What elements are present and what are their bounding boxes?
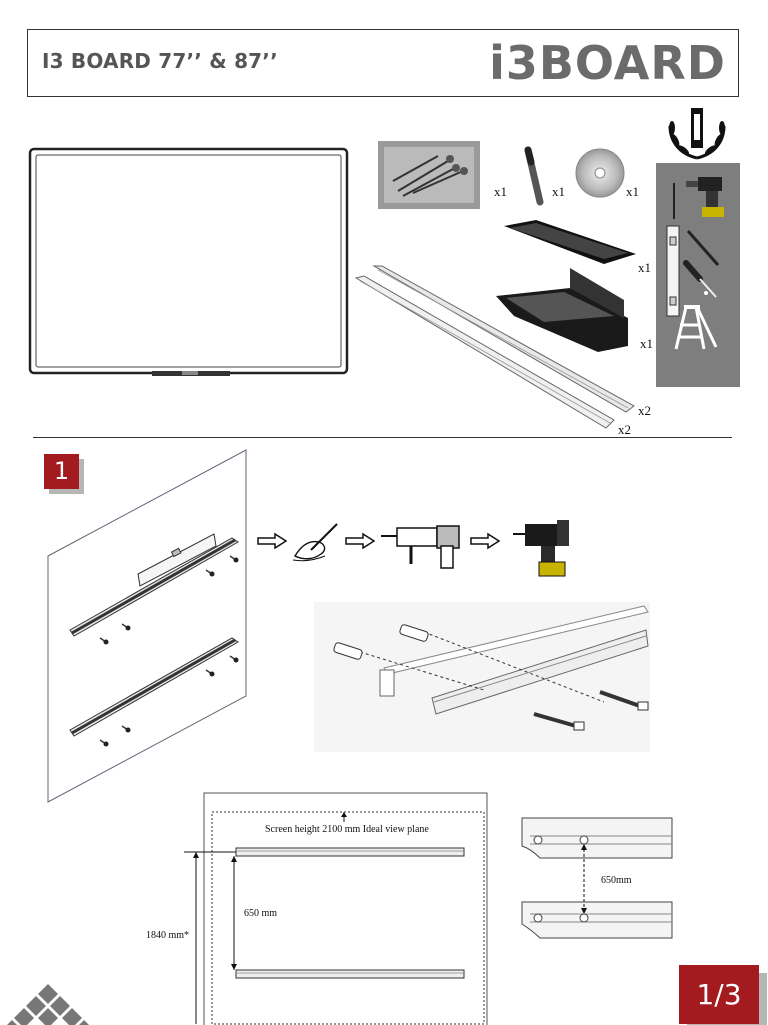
qty-tray-bottom: x1 [640, 336, 653, 351]
page-number-badge: 1/3 [679, 965, 759, 1024]
rail-gap-label: 650 mm [244, 908, 278, 919]
qty-screws: x1 [494, 184, 507, 199]
detail-gap-label: 650mm [601, 875, 632, 886]
step-number-badge: 1 [44, 454, 79, 489]
qty-rail-lower: x2 [618, 422, 631, 437]
qty-cd: x1 [626, 184, 639, 199]
qty-pen: x1 [552, 184, 565, 199]
floor-height-label: 1840 mm* [146, 930, 190, 941]
corner-logo-icon [0, 980, 110, 1024]
qty-tray-top: x1 [638, 260, 651, 275]
brand-logo: i3BOARD [489, 36, 726, 90]
qty-rail-upper: x2 [638, 403, 651, 418]
page-title: I3 BOARD 77’’ & 87’’ [42, 49, 278, 73]
rail-gap-detail [520, 814, 676, 944]
screen-height-label: Screen height 2100 mm Ideal view plane [265, 824, 429, 835]
